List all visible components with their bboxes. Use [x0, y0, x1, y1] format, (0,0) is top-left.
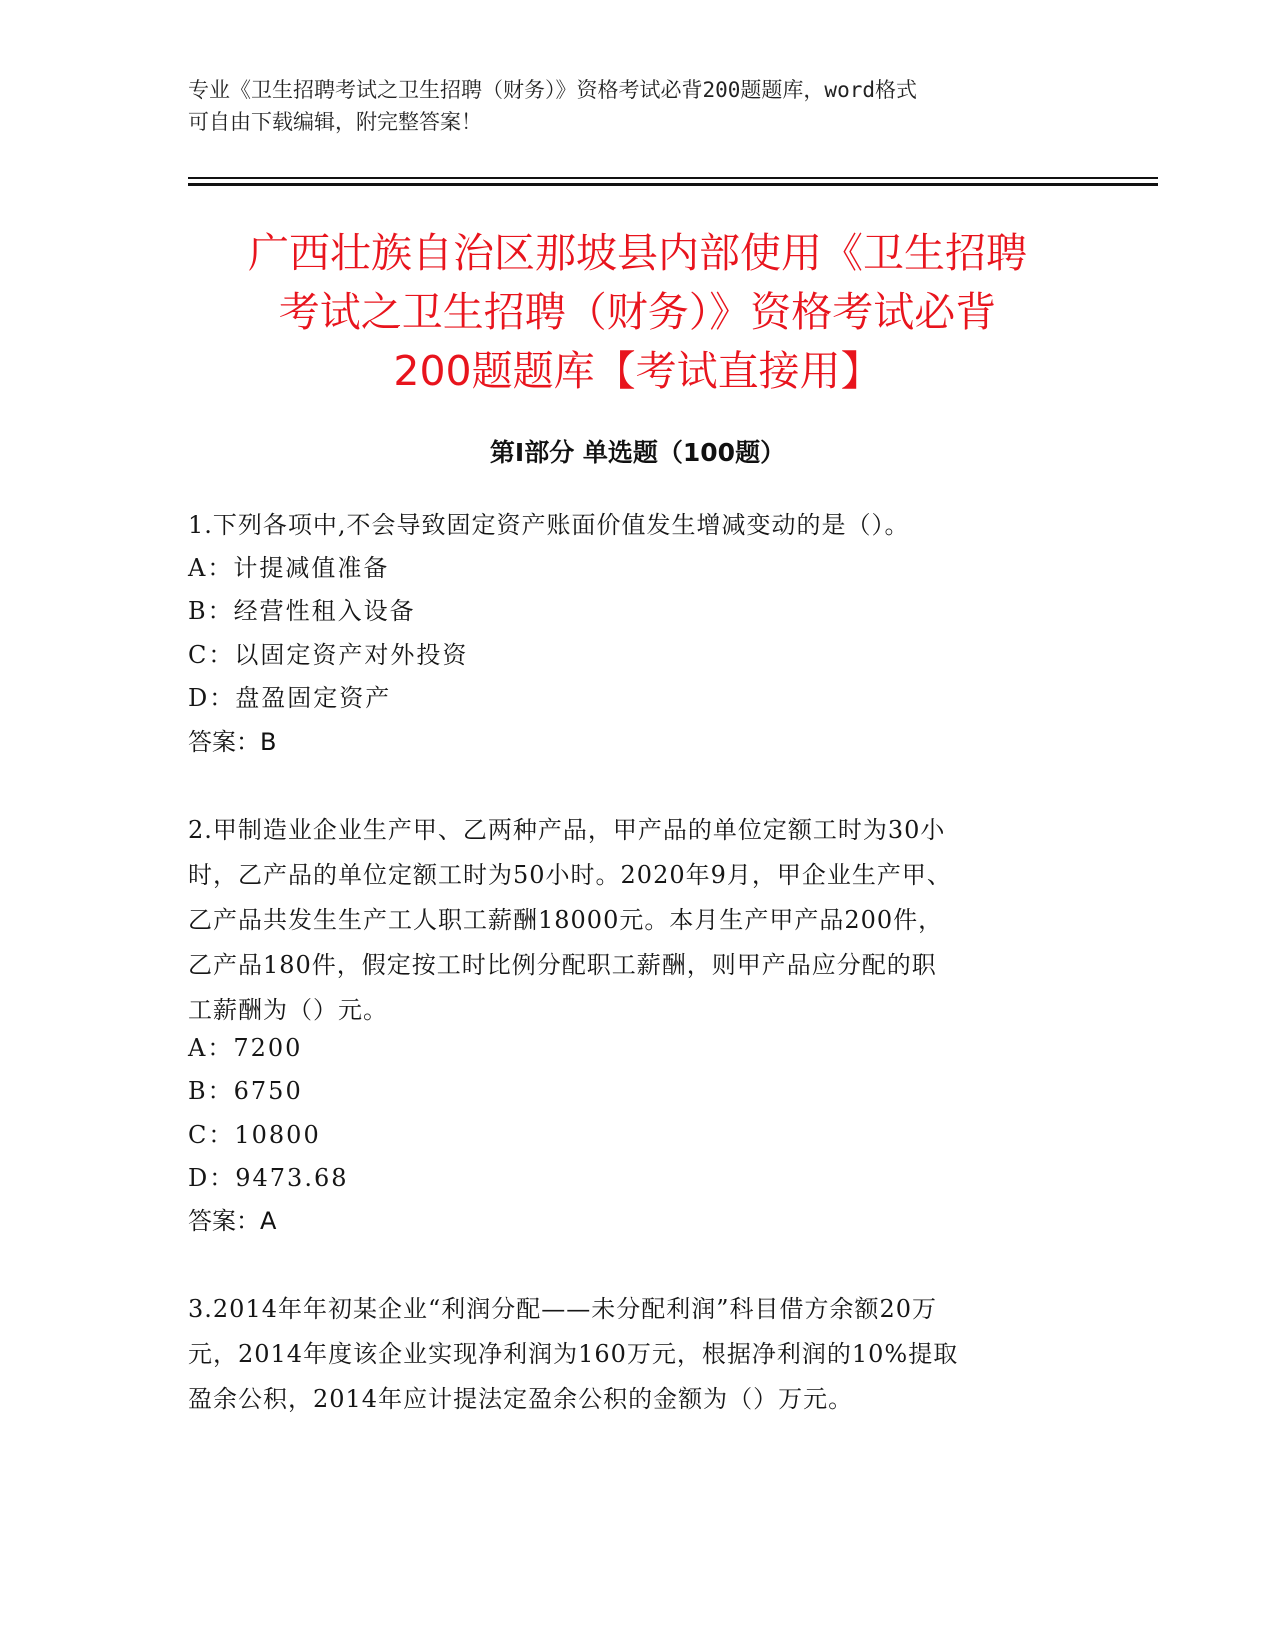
document-title-line-1: 广西壮族自治区那坡县内部使用《卫生招聘	[248, 229, 1027, 277]
question-1-option-c: C：以固定资产对外投资	[188, 641, 469, 669]
question-stem-line: 乙产品共发生生产工人职工薪酬18000元。本月生产甲产品200件，	[188, 906, 944, 934]
question-stem-line: 元，2014年度该企业实现净利润为160万元，根据净利润的10%提取	[188, 1340, 959, 1368]
question-stem-line: 1.下列各项中,不会导致固定资产账面价值发生增减变动的是（）。	[188, 511, 910, 539]
question-2-option-c: C：10800	[188, 1121, 321, 1149]
question-2-option-b: B：6750	[188, 1077, 303, 1105]
question-stem-line: 乙产品180件，假定按工时比例分配职工薪酬，则甲产品应分配的职	[188, 951, 937, 979]
header-note	[188, 74, 1088, 138]
question-2-answer: 答案：A	[188, 1207, 277, 1235]
question-stem-line: 3.2014年年初某企业“利润分配——未分配利润”科目借方余额20万	[188, 1295, 938, 1323]
document-title-line-3: 200题题库【考试直接用】	[393, 347, 882, 395]
header-divider-thick	[188, 183, 1158, 186]
document-title-line-2: 考试之卫生招聘（财务）》资格考试必背	[278, 288, 997, 336]
question-1-stem	[188, 503, 1078, 548]
question-stem-line: 工薪酬为（）元。	[188, 996, 388, 1024]
question-stem-line: 盈余公积，2014年应计提法定盈余公积的金额为（）万元。	[188, 1385, 854, 1413]
question-1-option-a: A：计提减值准备	[188, 554, 390, 582]
header-note-line-1: 专业《卫生招聘考试之卫生招聘（财务）》资格考试必背200题题库，word格式	[188, 78, 917, 102]
question-2-option-a: A：7200	[188, 1034, 303, 1062]
question-1-option-d: D：盘盈固定资产	[188, 684, 392, 712]
header-note-line-2: 可自由下载编辑，附完整答案！	[188, 110, 482, 134]
header-divider-thin	[188, 177, 1158, 179]
question-2-stem	[188, 808, 1078, 1033]
question-1-option-b: B：经营性租入设备	[188, 597, 416, 625]
question-1-answer: 答案：B	[188, 728, 277, 756]
section-title: 第Ⅰ部分 单选题（100题）	[489, 438, 786, 467]
question-3-stem	[188, 1287, 1078, 1422]
question-stem-line: 时，乙产品的单位定额工时为50小时。2020年9月，甲企业生产甲、	[188, 861, 952, 889]
question-2-option-d: D：9473.68	[188, 1164, 349, 1192]
question-stem-line: 2.甲制造业企业生产甲、乙两种产品，甲产品的单位定额工时为30小	[188, 816, 946, 844]
document-title	[150, 224, 1125, 401]
